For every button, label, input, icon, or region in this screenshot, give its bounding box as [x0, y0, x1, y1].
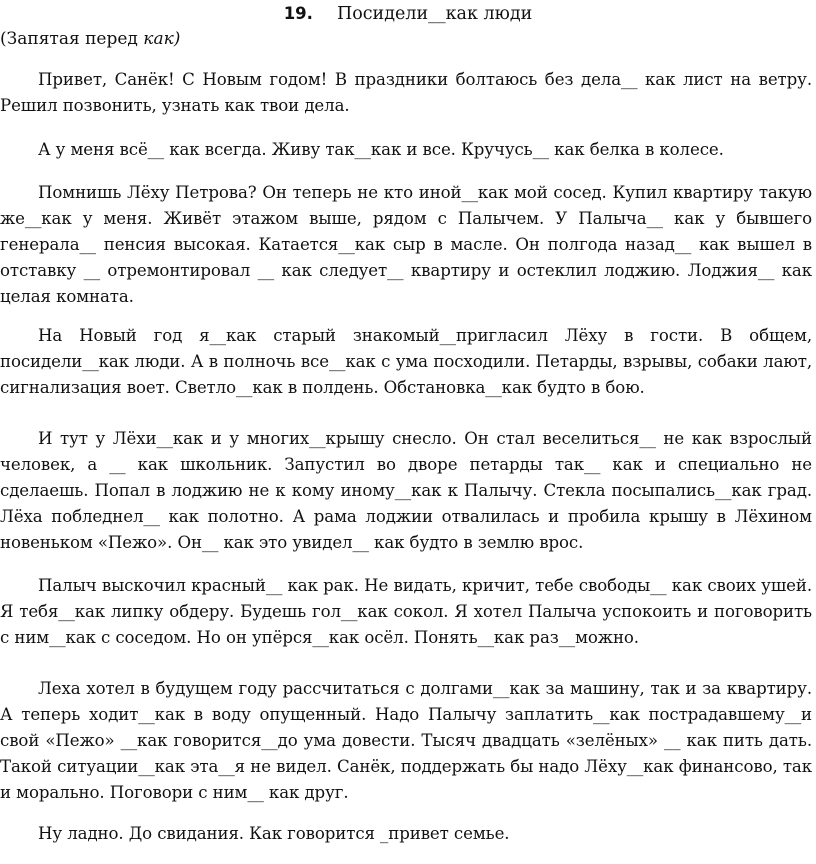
instruction-text: (Запятая перед	[0, 29, 144, 49]
paragraph-8: Ну ладно. До свидания. Как говорится _привет семье.	[38, 824, 510, 843]
paragraph-1: Привет, Санёк! С Новым годом! В праздники болтаюсь без дела__ как лист на ветру. Решил позвонить, узнать как твои дела.	[0, 70, 812, 115]
paragraph-6: Палыч выскочил красный__ как рак. Не видать, кричит, тебе свободы__ как своих ушей. Я тебя__как липку обдеру. Будешь гол__как сокол. Я хотел Палыча успокоить и поговорить с ним__как с соседом. Но он упёрся__как осёл. Понять__как раз__можно.	[0, 576, 812, 647]
exercise-instruction	[0, 29, 180, 49]
paragraph-2: А у меня всё__ как всегда. Живу так__как и все. Кручусь__ как белка в колесе.	[38, 140, 724, 159]
exercise-number: 19.	[283, 4, 313, 23]
paragraph-4: На Новый год я__как старый знакомый__пригласил Лёху в гости. В общем, посидели__как люди. А в полночь все__как с ума посходили. Петарды, взрывы, собаки лают, сигнализация воет. Светло__как в полдень. Обстановка__как будто в бою.	[0, 326, 812, 397]
paragraph-5: И тут у Лёхи__как и у многих__крышу снесло. Он стал веселиться__ не как взрослый человек, а __ как школьник. Запустил во дворе петарды так__ как и специально не сделаешь. Попал в лоджию не к кому иному__как к Палычу. Стекла посыпались__как град. Лёха побледнел__ как полотно. А рама лоджии отвалилась и пробила крышу в Лёхином новеньком «Пежо». Он__ как это увидел__ как будто в землю врос.	[0, 429, 812, 552]
exercise-heading	[0, 4, 816, 24]
paragraph-3: Помнишь Лёху Петрова? Он теперь не кто иной__как мой сосед. Купил квартиру такую же__как у меня. Живёт этажом выше, рядом с Палычем. У Палыча__ как у бывшего генерала__ пенсия высокая. Катается__как сыр в масле. Он полгода назад__ как вышел в отставку __ отремонтировал __ как следует__ квартиру и остеклил лоджию. Лоджия__ как целая комната.	[0, 183, 812, 306]
paragraph-7: Леха хотел в будущем году рассчитаться с долгами__как за машину, так и за квартиру. А теперь ходит__как в воду опущенный. Надо Палычу заплатить__как пострадавшему__и свой «Пежо» __как говорится__до ума довести. Тысяч двадцать «зелёных» __ как пить дать. Такой ситуации__как эта__я не видел. Санёк, поддержать бы надо Лёху__как финансово, так и морально. Поговори с ним__ как друг.	[0, 679, 812, 802]
exercise-title: Посидели__как люди	[336, 4, 533, 24]
instruction-italic-text: как)	[143, 29, 181, 49]
